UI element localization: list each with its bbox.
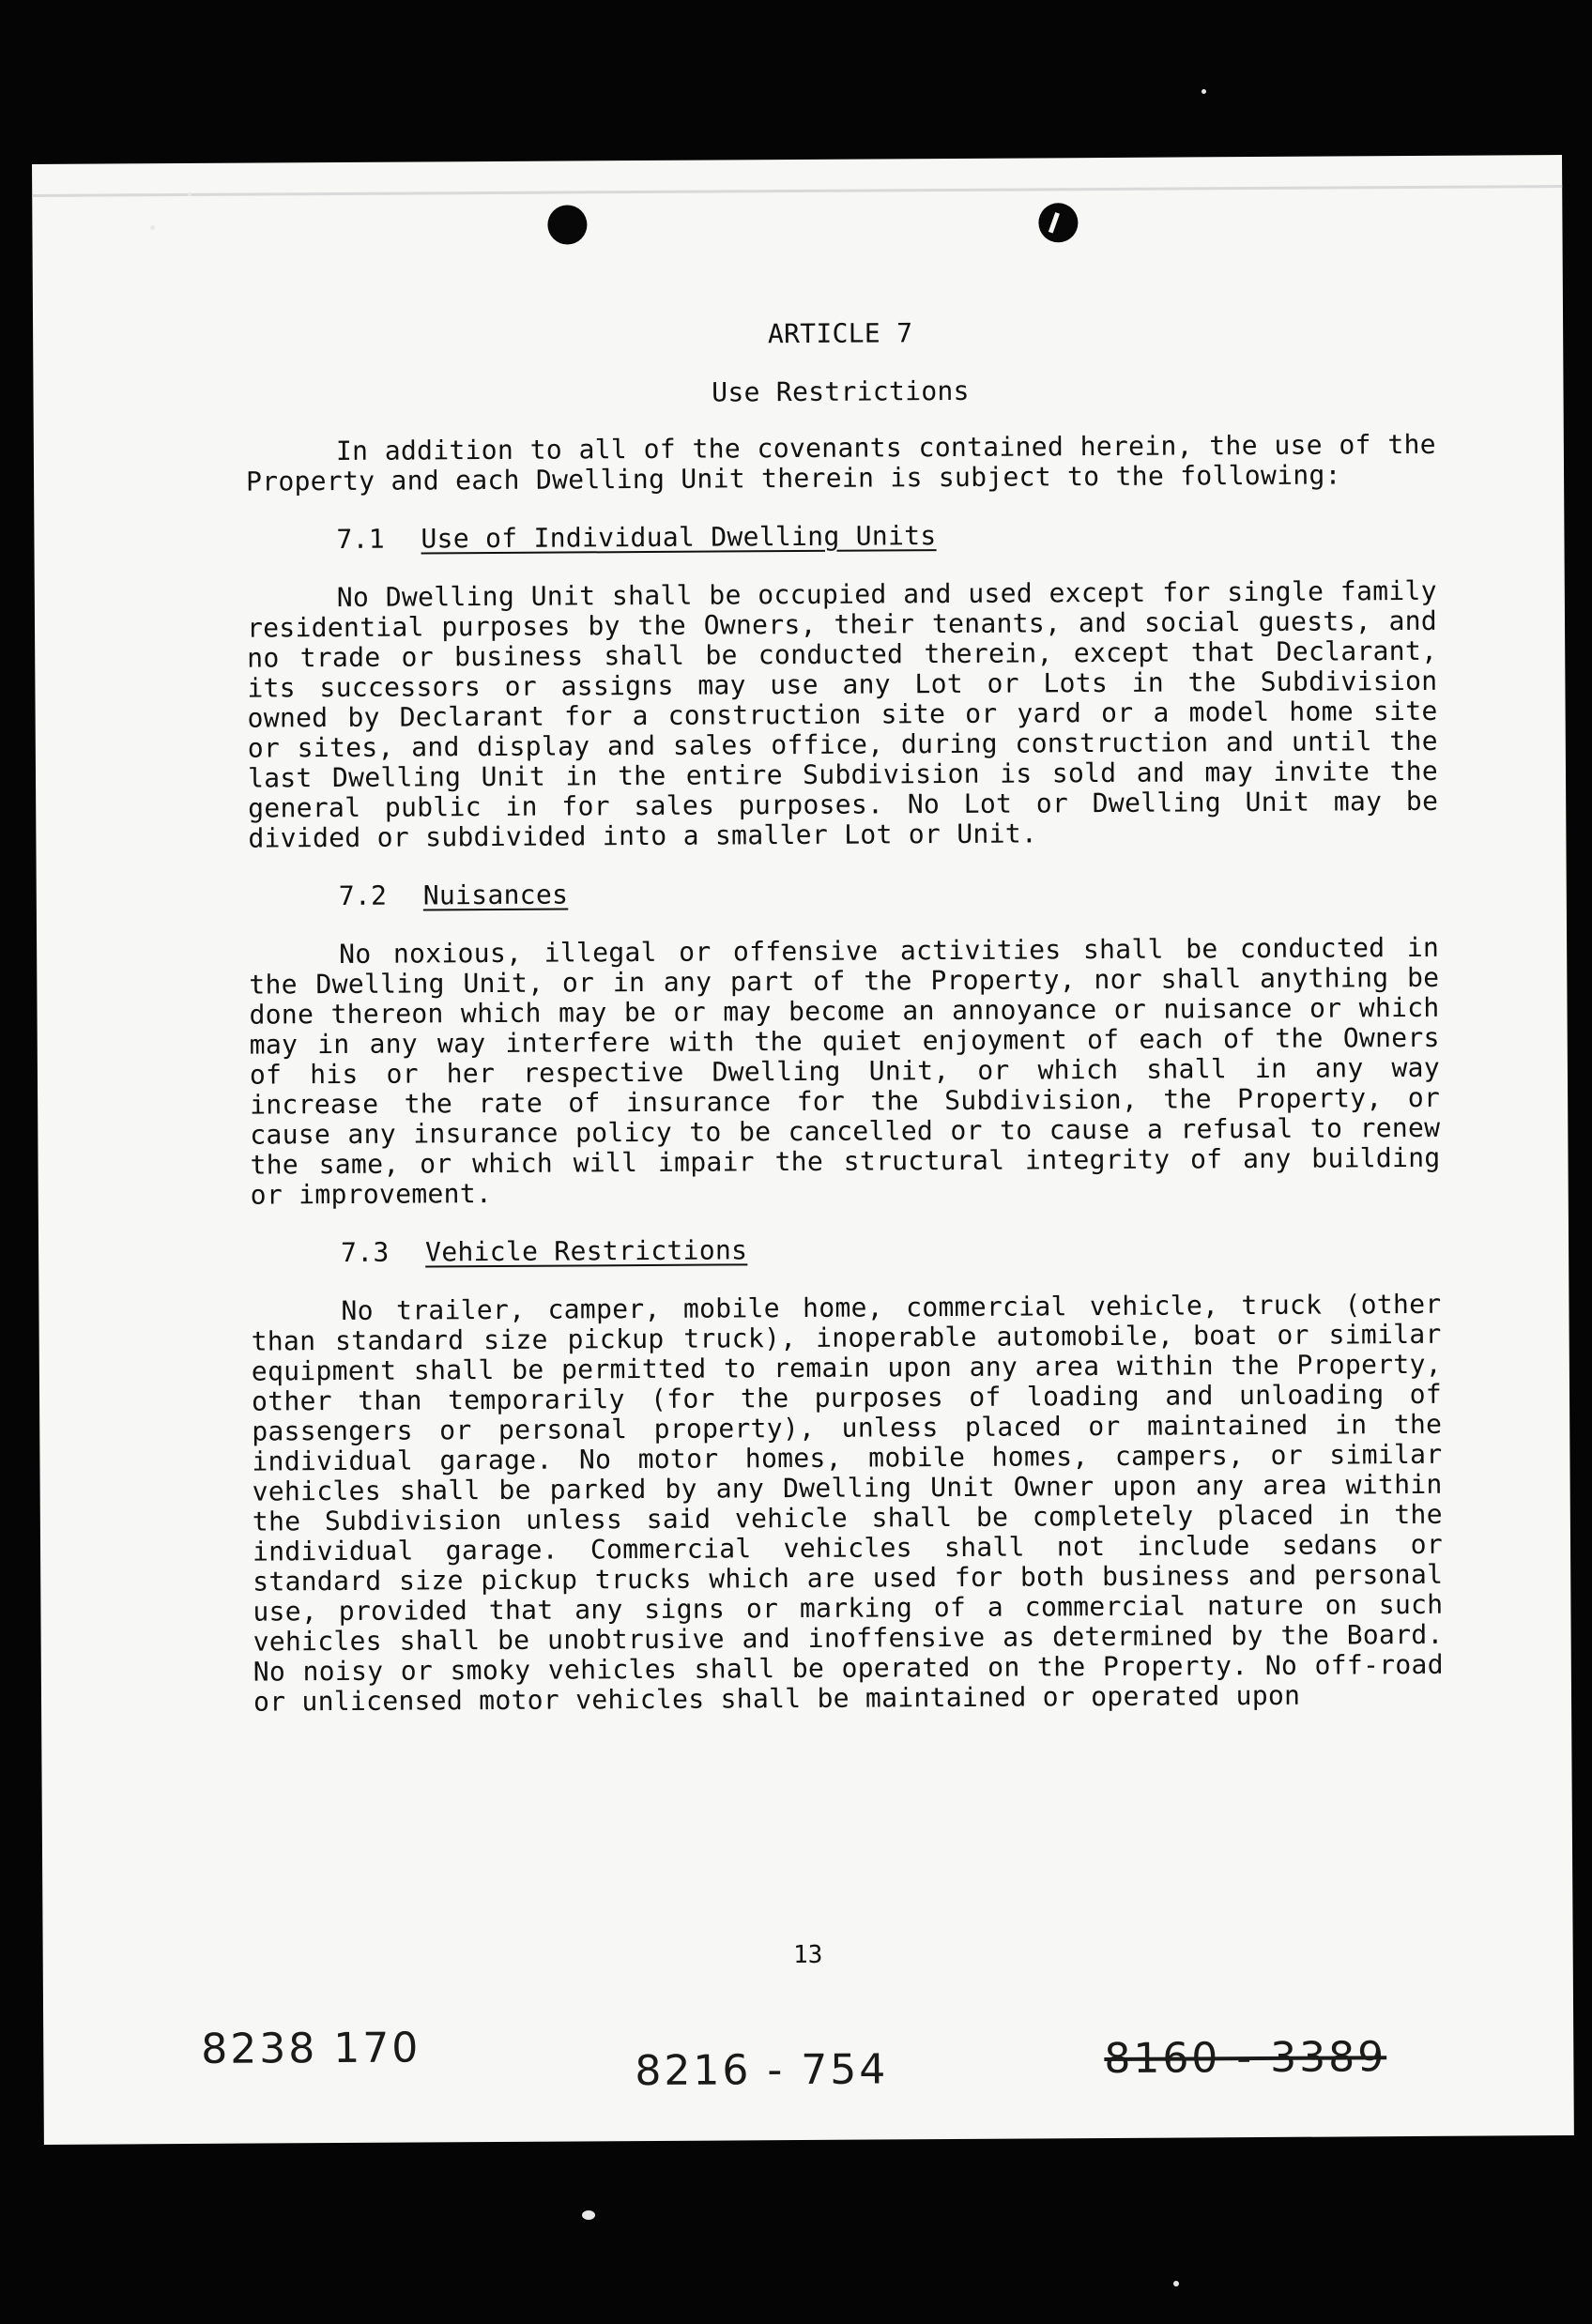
handwritten-reference-right-struck: 8160 - 3389 (1104, 2033, 1387, 2084)
section-title: Use of Individual Dwelling Units (421, 520, 937, 555)
section-body-7-3: No trailer, camper, mobile home, commercial vehicle, truck (other than standard size pickup truck), inoperable automobile, boat or similar equipment shall be permitted to remain upon any area within the Property, other than temporarily (for the purposes of loading and unloading of passengers or personal property), unless placed or maintained in the individual garage. No motor homes, mobile homes, campers, or similar vehicles shall be parked by any Dwelling Unit Owner upon any area within the Subdivision unless said vehicle shall be completely placed in the individual garage. Commercial vehicles shall not include sedans or standard size pickup trucks which are used for both business and personal use, provided that any signs or marking of a commercial nature on such vehicles shall be unobtrusive and inoffensive as determined by the Board. No noisy or smoky vehicles shall be operated on the Property. No off-road or unlicensed motor vehicles shall be maintained or operated upon (251, 1288, 1444, 1718)
document-body (245, 315, 1444, 1718)
scan-speck (582, 2210, 595, 2220)
handwritten-reference-middle: 8216 - 754 (635, 2045, 889, 2096)
article-subtitle: Use Restrictions (712, 375, 970, 408)
section-body-7-2: No noxious, illegal or offensive activities shall be conducted in the Dwelling Unit, or in any part of the Property, nor shall anything be done thereon which may be or may become an annoyance or nuisance or which may in any way interfere with the quiet enjoyment of each of the Owners of his or her respective Dwelling Unit, or which shall in any way increase the rate of insurance for the Subdivision, the Property, or cause any insurance policy to be cancelled or to cause a refusal to renew the same, or which will impair the structural integrity of any building or improvement. (249, 931, 1441, 1211)
scan-speck (188, 192, 191, 196)
scan-speck (150, 225, 155, 230)
section-heading-7-1 (336, 518, 1436, 555)
scan-artifact-line (32, 185, 1562, 197)
section-number: 7.1 (336, 523, 386, 556)
scan-speck (1202, 89, 1206, 94)
document-page (32, 155, 1574, 2145)
section-body-7-1: No Dwelling Unit shall be occupied and used except for single family residential purposes by the Owners, their tenants, and social guests, and no trade or business shall be conducted therein, except that Declarant, its successors or assigns may use any Lot or Lots in the Subdivision owned by Declarant for a construction site or yard or a model home site or sites, and display and sales office, during construction and until the last Dwelling Unit in the entire Subdivision is sold and may invite the general public in for sales purposes. No Lot or Dwelling Unit may be divided or subdivided into a smaller Lot or Unit. (246, 574, 1439, 854)
section-heading-7-3 (341, 1231, 1441, 1268)
section-number: 7.2 (338, 879, 388, 911)
intro-paragraph: In addition to all of the covenants contained herein, the use of the Property and each Dwelling Unit therein is subject to the following: (245, 428, 1436, 497)
punch-hole-right (1038, 203, 1078, 242)
section-title: Vehicle Restrictions (425, 1234, 748, 1268)
section-number: 7.3 (341, 1236, 390, 1268)
page-number: 13 (792, 1940, 823, 1970)
handwritten-reference-left: 8238 170 (201, 2024, 421, 2073)
punch-hole-left (547, 205, 587, 244)
section-title: Nuisances (422, 879, 569, 911)
scan-speck (1173, 2281, 1179, 2286)
article-title: ARTICLE 7 (767, 317, 913, 350)
section-heading-7-2 (339, 875, 1439, 911)
